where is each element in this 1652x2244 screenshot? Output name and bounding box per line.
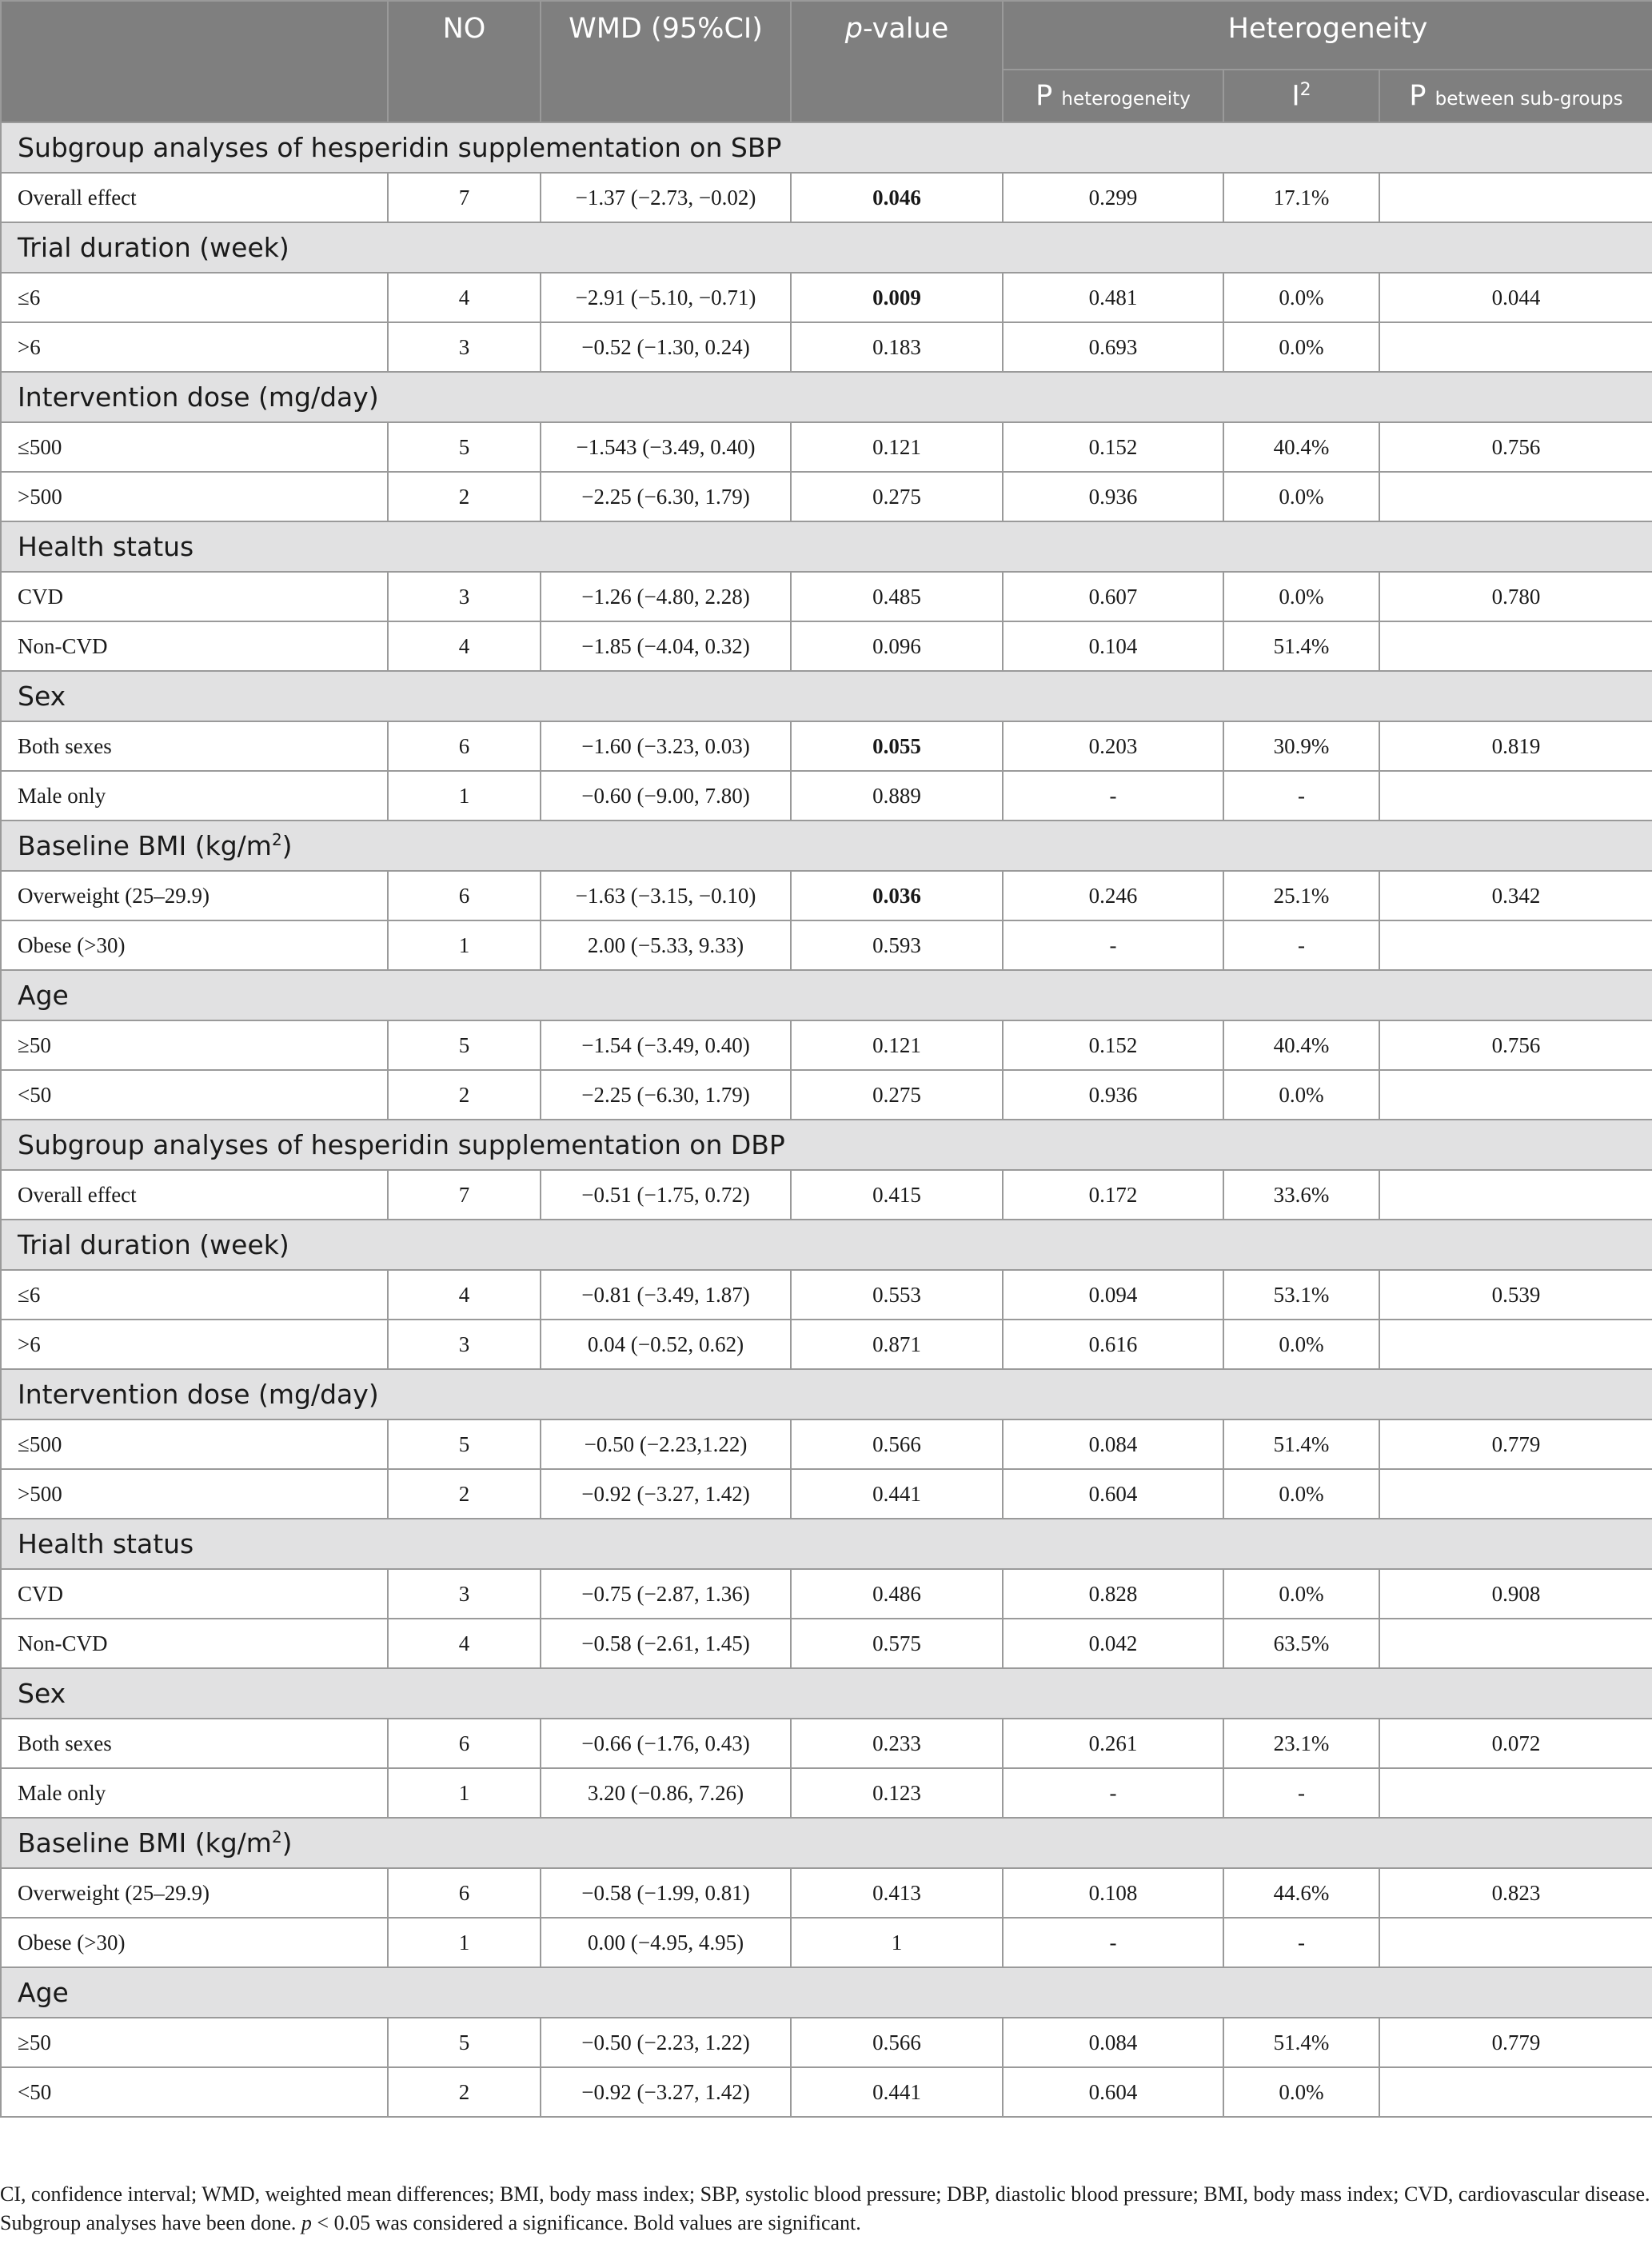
section-title [1,1818,1652,1868]
row-label: Male only [1,1768,388,1818]
cell-no: 3 [388,322,541,372]
row-label: ≤6 [1,273,388,322]
cell-no: 1 [388,771,541,821]
row-label: Overweight (25–29.9) [1,1868,388,1918]
section-header-row [1,1369,1652,1419]
cell-p-heterogeneity: 0.481 [1003,273,1223,322]
cell-p-heterogeneity: 0.616 [1003,1320,1223,1369]
table-row [1,1868,1652,1918]
section-title [1,1519,1652,1569]
section-title [1,1120,1652,1170]
cell-wmd: −0.81 (−3.49, 1.87) [541,1270,791,1320]
row-label: <50 [1,2067,388,2117]
section-title [1,372,1652,422]
table-row [1,871,1652,920]
header-blank-cell [1,1,388,122]
row-label: >500 [1,472,388,521]
cell-i2: 0.0% [1223,572,1379,621]
table-row [1,472,1652,521]
cell-i2: 0.0% [1223,1070,1379,1120]
section-title-text: Baseline BMI (kg/m [18,1827,272,1859]
row-label: Non-CVD [1,621,388,671]
cell-wmd: −0.58 (−1.99, 0.81) [541,1868,791,1918]
table-row [1,1170,1652,1220]
row-label: Male only [1,771,388,821]
section-header-row [1,222,1652,273]
cell-wmd: −2.25 (−6.30, 1.79) [541,1070,791,1120]
cell-no: 1 [388,1768,541,1818]
section-header-row [1,1519,1652,1569]
section-header-row [1,1668,1652,1719]
cell-no: 7 [388,1170,541,1220]
cell-p-heterogeneity: 0.828 [1003,1569,1223,1619]
table-row [1,2067,1652,2117]
cell-i2: 0.0% [1223,1469,1379,1519]
header-no: NO [388,1,541,122]
section-title-text: Subgroup analyses of hesperidin supplementation on DBP [18,1129,785,1160]
cell-wmd: 2.00 (−5.33, 9.33) [541,920,791,970]
cell-p-heterogeneity: - [1003,920,1223,970]
table-footnote [0,2180,1652,2238]
cell-p-between: 0.779 [1379,2018,1652,2067]
cell-wmd: −0.92 (−3.27, 1.42) [541,1469,791,1519]
cell-i2: 51.4% [1223,621,1379,671]
cell-i2: 63.5% [1223,1619,1379,1668]
cell-no: 3 [388,1569,541,1619]
section-header-row [1,970,1652,1020]
table-row [1,1270,1652,1320]
section-title [1,1220,1652,1270]
section-title-text: Baseline BMI (kg/m [18,830,272,861]
cell-i2: - [1223,1768,1379,1818]
cell-p-between [1379,1320,1652,1369]
table-header [1,1,1652,122]
section-title-text: Sex [18,1678,66,1709]
cell-wmd: −1.37 (−2.73, −0.02) [541,173,791,222]
row-label: >6 [1,322,388,372]
cell-p-heterogeneity: 0.084 [1003,2018,1223,2067]
row-label: <50 [1,1070,388,1120]
cell-p-value: 0.123 [791,1768,1003,1818]
section-header-row [1,1220,1652,1270]
header-p-value [791,1,1003,122]
row-label: Overweight (25–29.9) [1,871,388,920]
section-title-sup: 2 [271,1827,282,1847]
cell-no: 2 [388,1469,541,1519]
section-title-text: Trial duration (week) [18,1229,289,1260]
cell-no: 4 [388,1270,541,1320]
table-row [1,721,1652,771]
cell-i2: 51.4% [1223,2018,1379,2067]
cell-wmd: −1.60 (−3.23, 0.03) [541,721,791,771]
cell-i2: 0.0% [1223,2067,1379,2117]
cell-p-heterogeneity: 0.094 [1003,1270,1223,1320]
cell-no: 1 [388,920,541,970]
cell-p-between: 0.908 [1379,1569,1652,1619]
section-title [1,1967,1652,2018]
cell-no: 5 [388,1419,541,1469]
cell-i2: 53.1% [1223,1270,1379,1320]
cell-wmd: −1.85 (−4.04, 0.32) [541,621,791,671]
cell-p-heterogeneity: 0.607 [1003,572,1223,621]
cell-no: 4 [388,1619,541,1668]
cell-p-between: 0.342 [1379,871,1652,920]
cell-p-value: 0.413 [791,1868,1003,1918]
row-label: ≤500 [1,422,388,472]
cell-p-heterogeneity: 0.604 [1003,2067,1223,2117]
cell-p-value: 0.046 [791,173,1003,222]
row-label: >500 [1,1469,388,1519]
cell-p-value: 0.275 [791,472,1003,521]
cell-p-between [1379,1918,1652,1967]
section-title-text: Sex [18,681,66,712]
cell-no: 2 [388,1070,541,1120]
table-row [1,1918,1652,1967]
cell-p-value: 0.009 [791,273,1003,322]
section-title-text: Intervention dose (mg/day) [18,381,379,413]
section-title [1,222,1652,273]
cell-p-heterogeneity: 0.042 [1003,1619,1223,1668]
table-row [1,1619,1652,1668]
cell-p-value: 0.871 [791,1320,1003,1369]
table-row [1,920,1652,970]
table-row [1,1070,1652,1120]
cell-p-between [1379,1768,1652,1818]
table-row [1,1768,1652,1818]
section-title-sup: 2 [271,830,282,849]
cell-p-value: 0.121 [791,422,1003,472]
cell-p-value: 0.593 [791,920,1003,970]
cell-p-value: 0.275 [791,1070,1003,1120]
cell-p-between [1379,1619,1652,1668]
cell-p-heterogeneity: 0.172 [1003,1170,1223,1220]
cell-p-heterogeneity: 0.152 [1003,422,1223,472]
cell-i2: 0.0% [1223,1320,1379,1369]
cell-p-value: 0.566 [791,2018,1003,2067]
cell-p-value: 0.055 [791,721,1003,771]
section-title [1,821,1652,871]
cell-p-between: 0.823 [1379,1868,1652,1918]
header-i2 [1223,70,1379,122]
cell-p-between: 0.779 [1379,1419,1652,1469]
section-title [1,970,1652,1020]
cell-p-value: 0.183 [791,322,1003,372]
cell-no: 6 [388,871,541,920]
cell-p-value: 0.036 [791,871,1003,920]
cell-p-value: 0.889 [791,771,1003,821]
cell-wmd: −0.52 (−1.30, 0.24) [541,322,791,372]
cell-no: 6 [388,1719,541,1768]
table-row [1,1469,1652,1519]
cell-i2: 0.0% [1223,472,1379,521]
cell-p-value: 0.553 [791,1270,1003,1320]
row-label: ≥50 [1,1020,388,1070]
row-label: CVD [1,572,388,621]
cell-p-value: 0.575 [791,1619,1003,1668]
table-row [1,1020,1652,1070]
section-title [1,671,1652,721]
cell-wmd: −0.66 (−1.76, 0.43) [541,1719,791,1768]
footnote-p-italic: p [301,2210,312,2234]
table-row [1,1569,1652,1619]
cell-p-between: 0.756 [1379,422,1652,472]
cell-p-value: 0.485 [791,572,1003,621]
cell-no: 3 [388,572,541,621]
section-title-text: Health status [18,531,194,562]
cell-p-heterogeneity: - [1003,1768,1223,1818]
cell-wmd: −0.75 (−2.87, 1.36) [541,1569,791,1619]
cell-p-heterogeneity: - [1003,771,1223,821]
cell-i2: 17.1% [1223,173,1379,222]
cell-p-value: 1 [791,1918,1003,1967]
section-header-row [1,372,1652,422]
row-label: Both sexes [1,1719,388,1768]
section-header-row [1,821,1652,871]
section-title-text: Subgroup analyses of hesperidin supplementation on SBP [18,132,782,163]
row-label: Non-CVD [1,1619,388,1668]
cell-p-heterogeneity: 0.104 [1003,621,1223,671]
row-label: ≤6 [1,1270,388,1320]
footnote-text-a: CI, confidence interval; WMD, weighted mean differences; BMI, body mass index; SBP, systolic blood pressure; DBP, diastolic blood pressure; BMI, body mass index; CVD, cardiovascular disease. Subgroup analyses have been done. [0,2182,1650,2234]
cell-p-heterogeneity: 0.203 [1003,721,1223,771]
cell-wmd: 0.00 (−4.95, 4.95) [541,1918,791,1967]
cell-i2: - [1223,1918,1379,1967]
table-row [1,572,1652,621]
table-row [1,422,1652,472]
cell-p-heterogeneity: 0.152 [1003,1020,1223,1070]
header-p-between-main: P [1409,80,1427,112]
table-row [1,173,1652,222]
section-title-end: ) [281,1827,293,1859]
cell-no: 1 [388,1918,541,1967]
cell-i2: 33.6% [1223,1170,1379,1220]
section-title-text: Health status [18,1528,194,1559]
cell-wmd: −1.26 (−4.80, 2.28) [541,572,791,621]
cell-i2: 30.9% [1223,721,1379,771]
cell-no: 5 [388,1020,541,1070]
cell-i2: 0.0% [1223,273,1379,322]
cell-no: 4 [388,621,541,671]
cell-p-value: 0.233 [791,1719,1003,1768]
table-row [1,322,1652,372]
cell-no: 5 [388,422,541,472]
section-title [1,521,1652,572]
row-label: ≥50 [1,2018,388,2067]
row-label: ≤500 [1,1419,388,1469]
cell-p-value: 0.441 [791,1469,1003,1519]
cell-no: 7 [388,173,541,222]
section-title [1,122,1652,173]
cell-p-between: 0.044 [1379,273,1652,322]
row-label: Both sexes [1,721,388,771]
cell-wmd: −0.92 (−3.27, 1.42) [541,2067,791,2117]
header-heterogeneity: Heterogeneity [1003,1,1652,70]
row-label: >6 [1,1320,388,1369]
cell-p-value: 0.415 [791,1170,1003,1220]
cell-wmd: −0.58 (−2.61, 1.45) [541,1619,791,1668]
row-label: Obese (>30) [1,920,388,970]
cell-wmd: −1.54 (−3.49, 0.40) [541,1020,791,1070]
header-p-italic: p [844,13,863,45]
table-row [1,771,1652,821]
cell-p-value: 0.121 [791,1020,1003,1070]
cell-p-between [1379,1070,1652,1120]
cell-p-between [1379,322,1652,372]
cell-p-heterogeneity: 0.693 [1003,322,1223,372]
header-wmd: WMD (95%CI) [541,1,791,122]
cell-wmd: 3.20 (−0.86, 7.26) [541,1768,791,1818]
footnote-text-b: < 0.05 was considered a significance. Bold values are significant. [311,2210,861,2234]
cell-wmd: −1.543 (−3.49, 0.40) [541,422,791,472]
cell-wmd: −0.50 (−2.23, 1.22) [541,2018,791,2067]
cell-p-heterogeneity: 0.299 [1003,173,1223,222]
cell-i2: 44.6% [1223,1868,1379,1918]
section-header-row [1,1967,1652,2018]
cell-p-between: 0.780 [1379,572,1652,621]
section-title-text: Age [18,1977,69,2008]
cell-p-heterogeneity: 0.246 [1003,871,1223,920]
cell-wmd: −1.63 (−3.15, −0.10) [541,871,791,920]
cell-p-value: 0.096 [791,621,1003,671]
section-header-row [1,1818,1652,1868]
cell-no: 2 [388,2067,541,2117]
cell-p-between: 0.539 [1379,1270,1652,1320]
header-p-between-small: between sub-groups [1435,89,1623,110]
cell-i2: - [1223,920,1379,970]
cell-no: 6 [388,1868,541,1918]
cell-i2: 51.4% [1223,1419,1379,1469]
cell-no: 5 [388,2018,541,2067]
table-row [1,1719,1652,1768]
row-label: Obese (>30) [1,1918,388,1967]
row-label: Overall effect [1,173,388,222]
cell-p-heterogeneity: - [1003,1918,1223,1967]
cell-wmd: −0.60 (−9.00, 7.80) [541,771,791,821]
cell-p-heterogeneity: 0.108 [1003,1868,1223,1918]
cell-p-value: 0.441 [791,2067,1003,2117]
cell-p-heterogeneity: 0.261 [1003,1719,1223,1768]
cell-wmd: 0.04 (−0.52, 0.62) [541,1320,791,1369]
table-row [1,621,1652,671]
cell-no: 2 [388,472,541,521]
table-body [1,122,1652,2117]
table-row [1,273,1652,322]
header-p-heterogeneity-small: heterogeneity [1061,89,1191,110]
section-header-row [1,122,1652,173]
section-header-row [1,671,1652,721]
table-row [1,2018,1652,2067]
header-i2-sup: 2 [1299,79,1311,100]
cell-p-between [1379,173,1652,222]
cell-no: 6 [388,721,541,771]
section-header-row [1,1120,1652,1170]
header-p-heterogeneity-main: P [1035,80,1053,112]
cell-p-between [1379,1170,1652,1220]
cell-p-between [1379,920,1652,970]
cell-p-heterogeneity: 0.936 [1003,1070,1223,1120]
cell-p-between [1379,621,1652,671]
header-p-rest: -value [862,13,949,45]
cell-i2: 0.0% [1223,322,1379,372]
section-title-text: Age [18,980,69,1011]
cell-p-value: 0.566 [791,1419,1003,1469]
cell-wmd: −0.50 (−2.23,1.22) [541,1419,791,1469]
cell-p-heterogeneity: 0.084 [1003,1419,1223,1469]
table-row [1,1320,1652,1369]
cell-p-between [1379,472,1652,521]
cell-i2: 40.4% [1223,1020,1379,1070]
cell-wmd: −2.25 (−6.30, 1.79) [541,472,791,521]
header-p-heterogeneity [1003,70,1223,122]
section-title-text: Intervention dose (mg/day) [18,1379,379,1410]
header-p-between [1379,70,1652,122]
section-title [1,1668,1652,1719]
cell-p-heterogeneity: 0.604 [1003,1469,1223,1519]
cell-p-between [1379,2067,1652,2117]
cell-p-between [1379,1469,1652,1519]
cell-i2: - [1223,771,1379,821]
cell-i2: 25.1% [1223,871,1379,920]
cell-i2: 23.1% [1223,1719,1379,1768]
cell-i2: 0.0% [1223,1569,1379,1619]
section-header-row [1,521,1652,572]
cell-p-value: 0.486 [791,1569,1003,1619]
section-title [1,1369,1652,1419]
cell-no: 3 [388,1320,541,1369]
row-label: Overall effect [1,1170,388,1220]
cell-no: 4 [388,273,541,322]
cell-wmd: −0.51 (−1.75, 0.72) [541,1170,791,1220]
cell-p-between: 0.756 [1379,1020,1652,1070]
cell-p-between: 0.819 [1379,721,1652,771]
header-i2-main: I [1291,80,1300,113]
section-title-end: ) [281,830,293,861]
section-title-text: Trial duration (week) [18,232,289,263]
cell-p-heterogeneity: 0.936 [1003,472,1223,521]
cell-p-between [1379,771,1652,821]
cell-wmd: −2.91 (−5.10, −0.71) [541,273,791,322]
table-row [1,1419,1652,1469]
cell-p-between: 0.072 [1379,1719,1652,1768]
cell-i2: 40.4% [1223,422,1379,472]
row-label: CVD [1,1569,388,1619]
